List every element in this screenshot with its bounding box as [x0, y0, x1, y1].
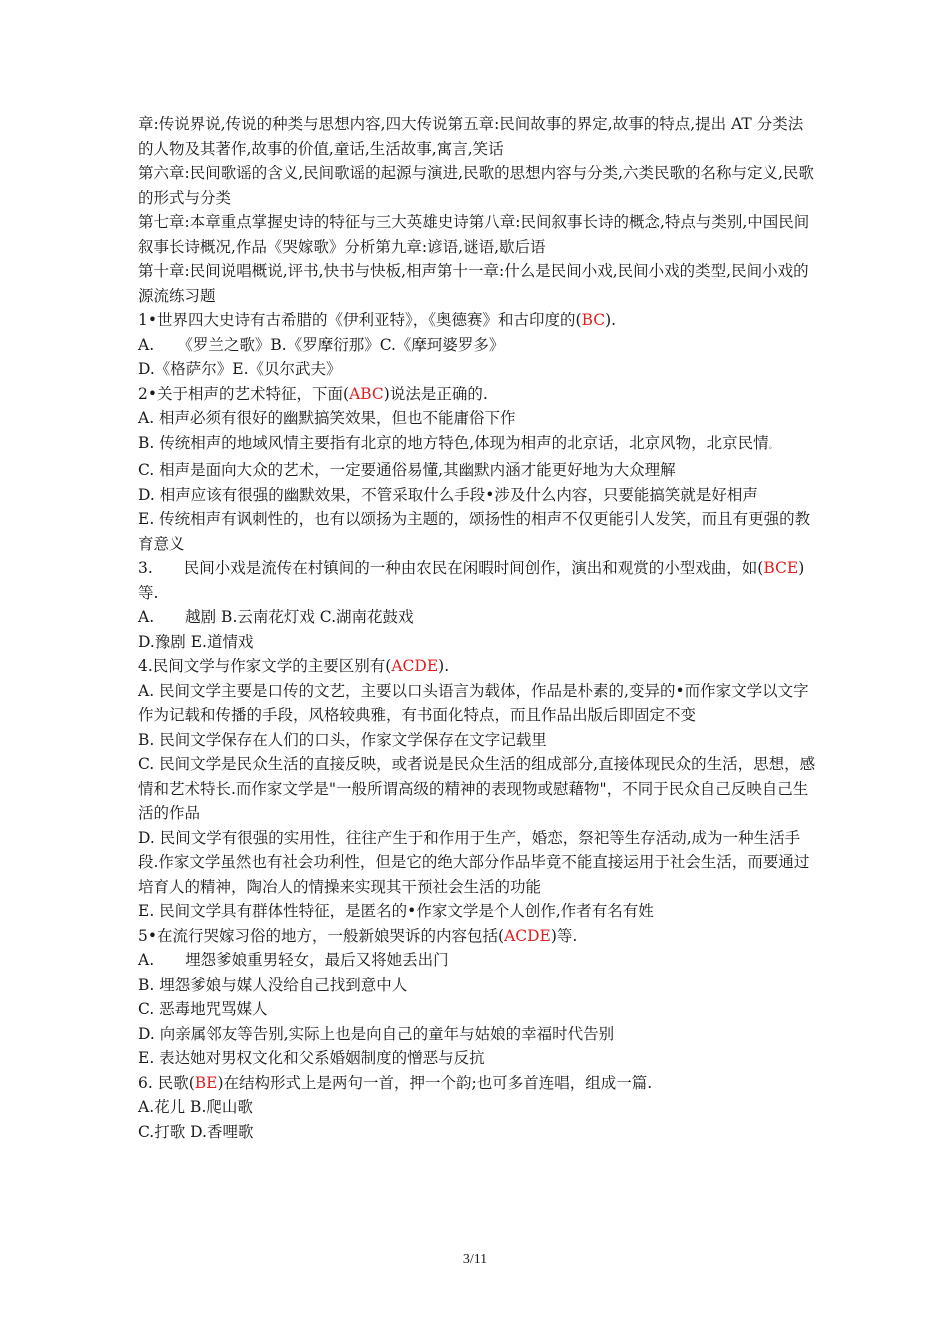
question-2: [138, 382, 818, 407]
option-line: A. 越剧 B.云南花灯戏 C.湖南花鼓戏: [138, 608, 414, 626]
option-a: A. 相声必须有很好的幽默搞笑效果，但也不能庸俗下作: [138, 409, 516, 427]
option-a: A. 民间文学主要是口传的文艺，主要以口头语言为载体，作品是朴素的,变异的•而作家文学以文字作为记载和传播的手段，风格较典雅，有书面化特点，而且作品出版后即固定不变: [138, 681, 809, 724]
option-b: B. 埋怨爹娘与媒人没给自己找到意中人: [138, 975, 408, 994]
answer-key: BCE: [763, 559, 799, 577]
question-text-tail: ).: [605, 311, 617, 329]
question-text-tail: ): [798, 559, 805, 577]
question-5: [138, 924, 818, 949]
option-line: C.打歌 D.香哩歌: [138, 1122, 254, 1141]
option-a: A. 埋怨爹娘重男轻女，最后又将她丢出门: [138, 951, 449, 969]
option-line: D.《格萨尔》E.《贝尔武夫》: [138, 360, 342, 378]
intro-paragraph: 第七章:本章重点掌握史诗的特征与三大英雄史诗第八章:民间叙事长诗的概念,特点与类别,中国民间叙事长诗概况,作品《哭嫁歌》分析第九章:谚语,谜语,歇后语: [138, 213, 810, 256]
document-body: [138, 112, 818, 1144]
question-6: [138, 1071, 818, 1096]
question-text-tail: ).: [438, 657, 450, 675]
option-e: E. 表达她对男权文化和父系婚姻制度的憎恶与反抗: [138, 1049, 485, 1067]
question-4: [138, 654, 818, 679]
intro-paragraph: 第十章:民间说唱概说,评书,快书与快板,相声第十一章:什么是民间小戏,民间小戏的类型,民间小戏的源流练习题: [138, 262, 809, 305]
option-c: C. 恶毒地咒骂媒人: [138, 1000, 268, 1018]
answer-key: BE: [194, 1073, 218, 1092]
option-d: D. 向亲属邻友等告别,实际上也是向自己的童年与姑娘的幸福时代告别: [138, 1024, 615, 1043]
option-e: E. 民间文学具有群体性特征，是匿名的•作家文学是个人创作,作者有名有姓: [138, 902, 654, 920]
option-b: B. 民间文学保存在人们的口头，作家文学保存在文字记载里: [138, 730, 547, 749]
option-line: A. 《罗兰之歌》B.《罗摩衍那》C.《摩珂婆罗多》: [138, 335, 505, 354]
option-b: [138, 431, 818, 459]
question-text: 3. 民间小戏是流传在村镇间的一种由农民在闲暇时间创作，演出和观赏的小型戏曲，如(: [138, 559, 764, 577]
question-text-tail: )等.: [550, 926, 578, 945]
option-b-text: B. 传统相声的地域风情主要指有北京的地方特色,体现为相声的北京话，北京风物，北京民情: [138, 433, 769, 452]
answer-key: ACDE: [504, 926, 551, 945]
option-d: D. 相声应该有很强的幽默效果，不管采取什么手段•涉及什么内容，只要能搞笑就是好相声: [138, 485, 758, 504]
page-number: 3/11: [462, 1252, 488, 1267]
intro-paragraph: 章:传说界说,传说的种类与思想内容,四大传说第五章:民间故事的界定,故事的特点,提出 AT 分类法的人物及其著作,故事的价值,童话,生活故事,寓言,笑话: [138, 115, 804, 158]
intro-paragraph: 第六章:民间歌谣的含义,民间歌谣的起源与演进,民歌的思想内容与分类,六类民歌的名称与定义,民歌的形式与分类: [138, 164, 814, 207]
question-text-tail: )在结构形式上是两句一首，押一个韵;也可多首连唱，组成一篇.: [217, 1073, 653, 1092]
question-text: 4.民间文学与作家文学的主要区别有(: [138, 657, 392, 675]
question-text: 2•关于相声的艺术特征，下面(: [138, 384, 350, 403]
answer-key: BC: [581, 311, 606, 329]
option-d: D. 民间文学有很强的实用性，往往产生于和作用于生产，婚恋，祭祀等生存活动,成为一种生活手段.作家文学虽然也有社会功利性，但是它的绝大部分作品毕竟不能直接运用于社会生活，而要通过培育人的精神，陶冶人的情操来实现其干预社会生活的功能: [138, 828, 810, 896]
question-1: [138, 308, 818, 333]
question-text-tail: )说法是正确的.: [383, 384, 488, 403]
footnote-mark: 。: [768, 440, 777, 450]
option-c: C. 民间文学是民众生活的直接反映，或者说是民众生活的组成部分,直接体现民众的生活，思想，感情和艺术特长.而作家文学是"一般所谓高级的精神的表现物或慰藉物"，不同于民众自己反映自己生活的作品: [138, 755, 816, 822]
answer-key: ACDE: [391, 657, 439, 675]
question-3: [138, 556, 818, 581]
answer-key: ABC: [349, 384, 384, 403]
option-e: E. 传统相声有讽刺性的，也有以颂扬为主题的，颂扬性的相声不仅更能引人发笑，而且有更强的教育意义: [138, 510, 811, 553]
option-line: D.豫剧 E.道情戏: [138, 632, 254, 651]
question-text: 5•在流行哭嫁习俗的地方，一般新娘哭诉的内容包括(: [138, 926, 505, 945]
question-text: 1•世界四大史诗有古希腊的《伊利亚特》，《奥德赛》和古印度的(: [138, 311, 582, 329]
option-c: C. 相声是面向大众的艺术，一定要通俗易懂,其幽默内涵才能更好地为大众理解: [138, 461, 676, 479]
option-line: A.花儿 B.爬山歌: [138, 1098, 253, 1116]
question-text: 6. 民歌(: [138, 1073, 195, 1092]
question-3-tail: 等.: [138, 583, 159, 602]
